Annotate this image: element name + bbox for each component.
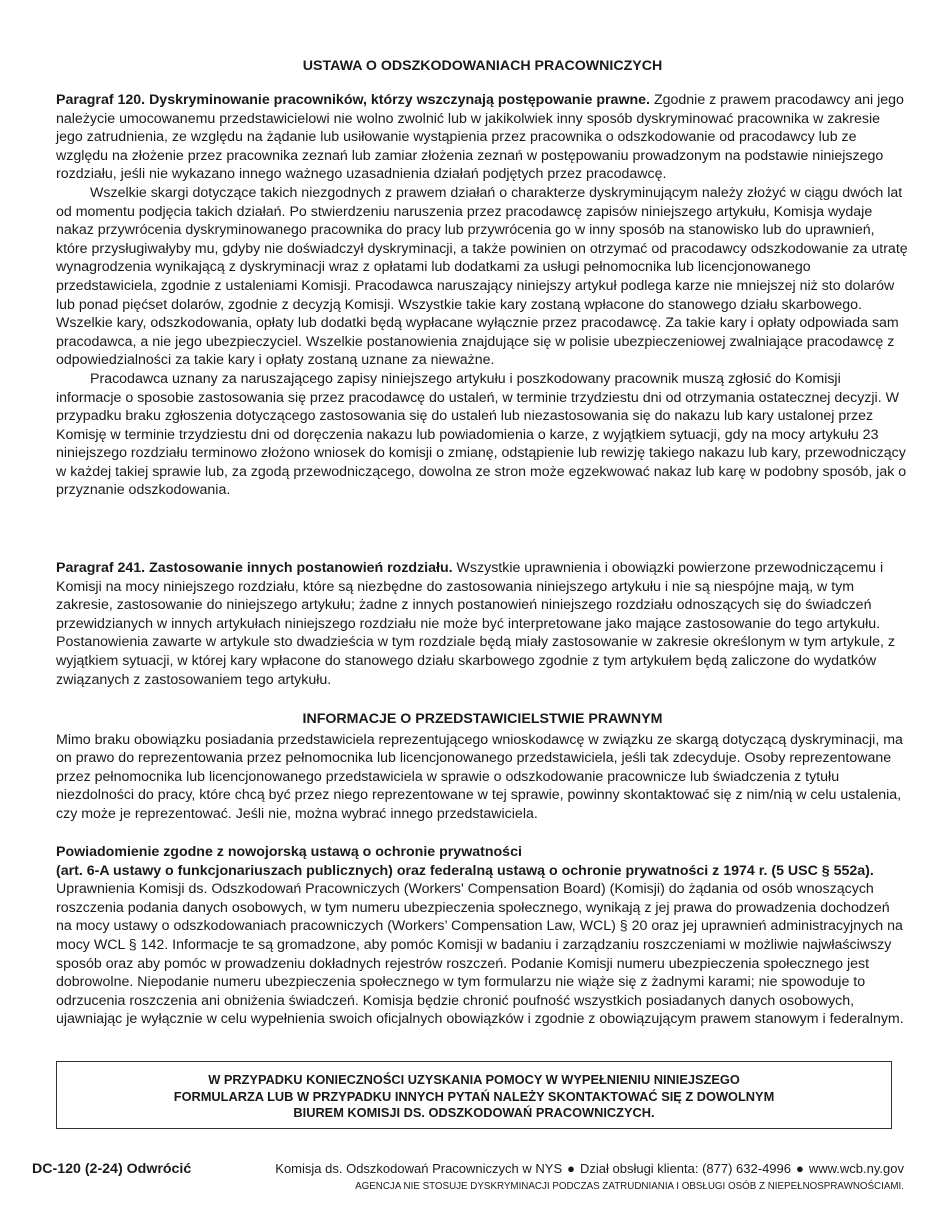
footer-website-link[interactable]: www.wcb.ny.gov (808, 1161, 904, 1176)
assistance-notice-box (56, 1061, 892, 1129)
assistance-notice-line-2: FORMULARZA LUB W PRZYPADKU INNYCH PYTAŃ NALEŻY SKONTAKTOWAĆ SIĘ Z DOWOLNYM (173, 1088, 775, 1104)
privacy-heading-line-1: Powiadomienie zgodne z nowojorską ustawą o ochronie prywatności (56, 844, 522, 860)
privacy-heading-line-2: (art. 6-A ustawy o funkcjonariuszach publicznych) oraz federalną ustawą o ochronie prywatności z 1974 r. (5 USC § 552a). (56, 862, 874, 879)
assistance-notice-line-1: W PRZYPADKU KONIECZNOŚCI UZYSKANIA POMOCY W WYPEŁNIENIU NINIEJSZEGO (208, 1072, 740, 1087)
footer-contact-line (275, 1161, 904, 1176)
assistance-notice-text (57, 1072, 891, 1122)
section-120-paragraph-1 (56, 91, 909, 184)
section-120-paragraph-2: Wszelkie skargi dotyczące takich niezgodnych z prawem działań o charakterze dyskryminującym należy złożyć w ciągu dwóch lat od momentu podjęcia takich działań. Po stwierdzeniu naruszenia przez pracodawcę zapisów niniejszego artykułu, Komisja wydaje nakaz przywrócenia dyskryminowanego pracownika do pracy lub przywrócenia go w inny sposób na stanowisko lub do uprawnień, które przysługiwałyby mu, gdyby nie doświadczył dyskryminacji, a także powinien on otrzymać od pracodawcy odszkodowanie za utratę wynagrodzenia wynikającą z dyskryminacji wraz z opłatami lub dodatkami za usługi pełnomocnika lub licencjonowanego przedstawiciela, zgodnie z ustaleniami Komisji. Pracodawca naruszający niniejszy artykuł podlega karze nie mniejszej niż sto dolarów lub ponad pięćset dolarów, zgodnie z decyzją Komisji. Wszystkie takie kary zostaną wpłacone do stanowego działu skarbowego. Wszelkie kary, odszkodowania, opłaty lub dodatki będą wypłacane wyłącznie przez pracodawcę. Za takie kary i opłaty odpowiada sam pracodawca, a nie jego ubezpieczyciel. Wszelkie postanowienia znajdujące się w polisie ubezpieczeniowej zwalniające pracodawcę z odpowiedzialności za takie kary i opłaty zostaną uznane za nieważne. (56, 184, 908, 369)
section-241-heading: Paragraf 241. Zastosowanie innych postanowień rozdziału. (56, 560, 453, 576)
section-241-paragraph (56, 559, 909, 689)
section-120-heading: Paragraf 120. Dyskryminowanie pracowników, którzy wszczynają postępowanie prawne. (56, 92, 650, 108)
legal-representation-text: Mimo braku obowiązku posiadania przedstawiciela reprezentującego wnioskodawcę w związku ze skargą dotyczącą dyskryminacji, ma on prawo do reprezentowania przez pełnomocnika lub licencjonowanego przedstawiciela, jeśli tak zdecyduje. Osoby reprezentowane przez pełnomocnika lub licencjonowanego przedstawiciela w sprawie o odszkodowanie pracownicze lub świadczenia z tytułu niezdolności do pracy, które chcą być przez niego reprezentowane w tej sprawie, powinny skontaktować się z nim/nią w celu ustalenia, czy może je reprezentować. Jeśli nie, można wybrać innego przedstawiciela. (56, 731, 903, 822)
footer-nondiscrimination-note: AGENCJA NIE STOSUJE DYSKRYMINACJI PODCZAS ZATRUDNIANIA I OBSŁUGI OSÓB Z NIEPEŁNOSPRAWNOŚCIAMI. (355, 1181, 904, 1192)
legal-representation-heading: INFORMACJE O PRZEDSTAWICIELSTWIE PRAWNYM (302, 711, 663, 727)
section-241-text: Wszystkie uprawnienia i obowiązki powierzone przewodniczącemu i Komisji na mocy niniejszego rozdziału, które są niezbędne do zastosowania niniejszego artykułu i nie są niespójne mają, w tym zakresie, zastosowanie do niniejszego artykułu; żadne z innych postanowień niniejszego rozdziału odnoszących się do świadczeń przewidzianych w innych artykułach niniejszego rozdziału nie może być interpretowane jako mające zastosowanie do tego artykułu. Postanowienia zawarte w artykule sto dwadzieścia w tym rozdziale będą miały zastosowanie w zakresie określonym w tym artykule, z wyjątkiem sytuacji, w której kary wpłacone do stanowego działu skarbowego zgodnie z tym artykułem będą zaliczone do wydatków związanych z zastosowaniem tego artykułu. (56, 560, 895, 688)
legal-representation-section (56, 710, 909, 824)
bullet-separator: ● (796, 1161, 804, 1176)
section-120-paragraph-3: Pracodawca uznany za naruszającego zapisy niniejszego artykułu i poszkodowany pracownik muszą zgłosić do Komisji informacje o sposobie zastosowania się przez pracodawcę do ustaleń, w terminie trzydziestu dni od otrzymania ostatecznej decyzji. W przypadku braku zgłoszenia dotyczącego zastosowania się do ustaleń lub niezastosowania się do nakazu lub kary ustalonej przez Komisję w terminie trzydziestu dni od doręczenia nakazu lub powiadomienia o karze, z wyjątkiem sytuacji, gdy na mocy artykułu 23 niniejszego rozdziału terminowo złożono wniosek do komisji o zmianę, odstąpienie lub rewizję takiego nakazu lub kary, przewodniczący w każdej takiej sprawie lub, za zgodą przewodniczącego, dowolna ze stron może egzekwować nakaz lub karę w podobny sposób, jak o przyznanie odszkodowania. (56, 370, 907, 499)
section-241 (56, 559, 909, 689)
footer-customer-service: Dział obsługi klienta: (877) 632-4996 (579, 1161, 791, 1176)
section-120-text-1: Zgodnie z prawem pracodawcy ani jego należycie umocowanemu przedstawicielowi nie wolno zwolnić lub w jakikolwiek inny sposób dyskryminować pracownika w zakresie jego zatrudnienia, ze względu na żądanie lub usiłowanie wystąpienia przez pracownika o odszkodowanie od pracodawcy lub ze względu na złożenie przez pracownika zeznań lub zamiar złożenia zeznań w postępowaniu prowadzonym na podstawie niniejszego rozdziału, jeśli nie wykazano innego ważnego uzasadnienia działań podjętych przez pracodawcę. (56, 92, 904, 183)
footer-agency-name: Komisja ds. Odszkodowań Pracowniczych w NYS (275, 1161, 563, 1176)
bullet-separator: ● (567, 1161, 575, 1176)
privacy-notice-section (56, 843, 909, 1029)
document-title: USTAWA O ODSZKODOWANIACH PRACOWNICZYCH (302, 58, 663, 74)
assistance-notice-line-3: BIUREM KOMISJI DS. ODSZKODOWAŃ PRACOWNICZYCH. (293, 1105, 655, 1120)
section-120 (56, 91, 909, 500)
form-id: DC-120 (2-24) Odwrócić (32, 1161, 192, 1177)
privacy-text: Uprawnienia Komisji ds. Odszkodowań Pracowniczych (Workers' Compensation Board) (Komisji) do żądania od osób wnoszących roszczenia podania danych osobowych, w tym numeru ubezpieczenia społecznego, wynikają z jej prawa do prowadzenia dochodzeń na mocy ustawy o odszkodowaniach pracowniczych (Workers’ Compensation Law, WCL) § 20 oraz jej uprawnień administracyjnych na mocy WCL § 142. Informacje te są gromadzone, aby pomóc Komisji w badaniu i zarządzaniu roszczeniami w możliwie najwłaściwszy sposób oraz aby pomóc w prowadzeniu dokładnych rejestrów roszczeń. Podanie Komisji numeru ubezpieczenia społecznego jest dobrowolne. Niepodanie numeru ubezpieczenia społecznego w tym formularzu nie wiąże się z żadnymi karami; nie spowoduje to odrzucenia roszczenia ani obniżenia świadczeń. Komisja będzie chronić poufność wszystkich posiadanych danych osobowych, ujawniając je wyłącznie w celu wypełnienia swoich oficjalnych obowiązków i zgodnie z obowiązującym prawem stanowym i federalnym. (56, 881, 904, 1028)
